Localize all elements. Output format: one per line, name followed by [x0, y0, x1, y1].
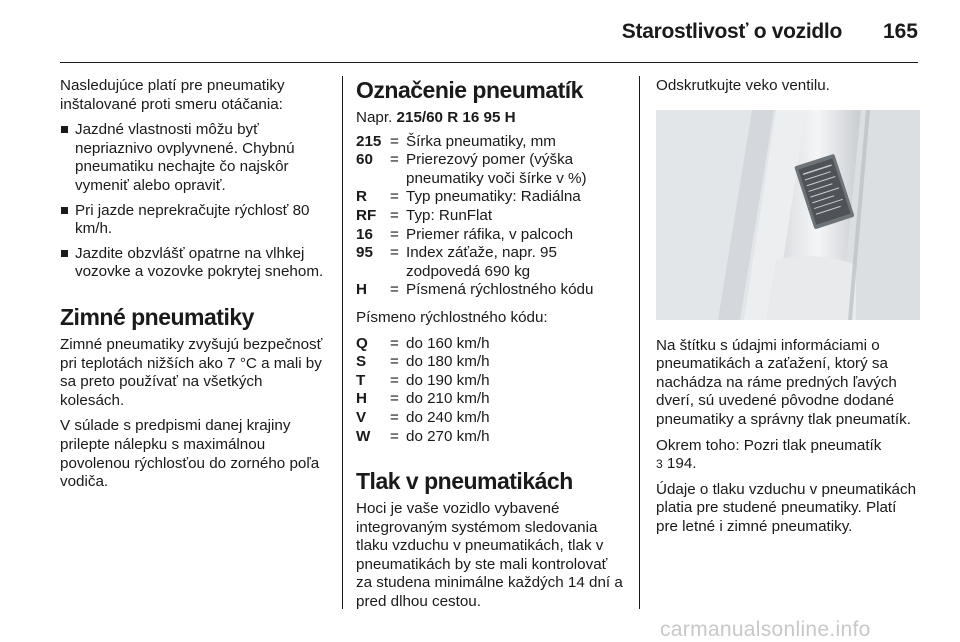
definition-value: Typ pneumatiky: Radiálna — [406, 188, 581, 206]
definition-key: 16 — [356, 225, 373, 243]
definition-value: Typ: RunFlat — [406, 206, 493, 224]
tyre-label-photo — [656, 110, 920, 320]
definition-row — [356, 188, 626, 207]
definition-value: do 190 km/h — [406, 371, 490, 389]
definition-value: Šírka pneumatiky, mm — [406, 132, 556, 150]
definition-row — [356, 151, 626, 188]
definition-row — [356, 226, 626, 245]
definition-row — [356, 409, 626, 428]
definition-key: H — [356, 390, 367, 408]
definition-key: V — [356, 408, 367, 426]
example-prefix: Napr. — [356, 109, 393, 126]
speed-code-definitions — [356, 335, 626, 447]
tyre-pressure-heading: Tlak v pneumatikách — [356, 468, 573, 495]
page-number: 165 — [882, 20, 918, 43]
speed-code-intro: Písmeno rýchlostného kódu: — [356, 308, 548, 326]
definition-key: 95 — [356, 244, 373, 262]
equals-sign: = — [390, 188, 399, 206]
equals-sign: = — [390, 244, 399, 262]
definition-row — [356, 428, 626, 447]
reference-page[interactable]: 194. — [666, 455, 697, 473]
definition-key: H — [356, 281, 367, 299]
definition-key: RF — [356, 206, 377, 224]
reference-text: Okrem toho: Pozri tlak pneumatík — [656, 436, 882, 454]
column-divider — [639, 76, 640, 609]
definition-row — [356, 353, 626, 372]
page-header — [60, 0, 918, 63]
definition-value: do 210 km/h — [406, 390, 490, 408]
definition-key: S — [356, 353, 367, 371]
definition-row — [356, 390, 626, 409]
pressure-reference-paragraph — [656, 437, 920, 474]
pressure-paragraph: Hoci je vaše vozidlo vybavené integrovaným systémom sledovania tlaku vzduchu v pneumatikách, tlak v pneumatikách by ste mali kontrolovať za studena minimálne každých 14 dní a pred dlhou cestou. — [356, 500, 623, 611]
equals-sign: = — [390, 225, 399, 243]
equals-sign: = — [390, 206, 399, 224]
bullet-item: Jazdite obzvlášť opatrne na vlhkej vozovke a vozovke pokrytej snehom. — [60, 245, 328, 282]
example-code: 215/60 R 16 95 H — [396, 109, 516, 126]
definition-value: Písmená rýchlostného kódu — [406, 281, 594, 299]
equals-sign: = — [390, 353, 399, 371]
cross-reference-icon: 3 — [656, 457, 663, 472]
bullet-list — [60, 121, 328, 282]
definition-row — [356, 244, 626, 281]
column-left — [60, 77, 328, 499]
definition-value: do 270 km/h — [406, 427, 490, 445]
winter-tyres-heading: Zimné pneumatiky — [60, 303, 254, 330]
column-right — [656, 77, 920, 544]
equals-sign: = — [390, 132, 399, 150]
definition-value: do 160 km/h — [406, 334, 490, 352]
column-divider — [342, 76, 343, 609]
equals-sign: = — [390, 408, 399, 426]
definition-key: 60 — [356, 151, 373, 169]
definition-key: T — [356, 371, 366, 389]
definition-row — [356, 335, 626, 354]
tyre-designation-heading: Označenie pneumatík — [356, 77, 583, 103]
equals-sign: = — [390, 334, 399, 352]
winter-paragraph: Zimné pneumatiky zvyšujú bezpečnosť pri teplotách nižších ako 7 °C a mali by sa preto používať na všetkých kolesách. — [60, 335, 323, 409]
equals-sign: = — [390, 371, 399, 389]
intro-paragraph: Nasledujúce platí pre pneumatiky inštalované proti smeru otáčania: — [60, 77, 285, 113]
definition-key: Q — [356, 334, 368, 352]
section-title: Starostlivosť o vozidlo — [621, 20, 842, 43]
equals-sign: = — [390, 390, 399, 408]
definition-key: R — [356, 188, 367, 206]
definition-value: Priemer ráfika, v palcoch — [406, 225, 574, 243]
winter-sticker-paragraph: V súlade s predpismi danej krajiny prilepte nálepku s maximálnou povolenou rýchlosťou do zorného poľa vodiča. — [60, 417, 320, 491]
equals-sign: = — [390, 151, 399, 169]
definition-value: do 240 km/h — [406, 408, 490, 426]
watermark: carmanualsonline.info — [660, 618, 871, 641]
bullet-item: Pri jazde neprekračujte rýchlosť 80 km/h. — [60, 202, 328, 239]
equals-sign: = — [390, 281, 399, 299]
pressure-data-paragraph: Údaje o tlaku vzduchu v pneumatikách platia pre studené pneumatiky. Platí pre letné i zimné pneumatiky. — [656, 480, 917, 535]
definition-key: W — [356, 427, 371, 445]
definition-value: Index záťaže, napr. 95 zodpovedá 690 kg — [406, 244, 557, 280]
tyre-label-paragraph: Na štítku s údajmi informáciami o pneumatikách a zaťažení, ktorý sa nachádza na ráme predných ľavých dverí, sú uvedené pôvodne dodané pneumatiky a správny tlak pneumatík. — [656, 336, 911, 428]
definition-key: 215 — [356, 132, 382, 150]
valve-cap-paragraph: Odskrutkujte veko ventilu. — [656, 77, 830, 94]
designation-example — [356, 109, 626, 128]
definition-row — [356, 281, 626, 300]
column-middle — [356, 77, 626, 619]
equals-sign: = — [390, 427, 399, 445]
designation-definitions — [356, 133, 626, 300]
definition-value: Prierezový pomer (výška pneumatiky voči šírke v %) — [406, 151, 587, 187]
definition-value: do 180 km/h — [406, 353, 490, 371]
bullet-item: Jazdné vlastnosti môžu byť nepriaznivo ovplyvnené. Chybnú pneumatiku nechajte čo najskôr vymeniť alebo opraviť. — [60, 121, 328, 195]
definition-row — [356, 207, 626, 226]
definition-row — [356, 372, 626, 391]
door-frame-label-illustration — [656, 110, 920, 320]
definition-row — [356, 133, 626, 152]
